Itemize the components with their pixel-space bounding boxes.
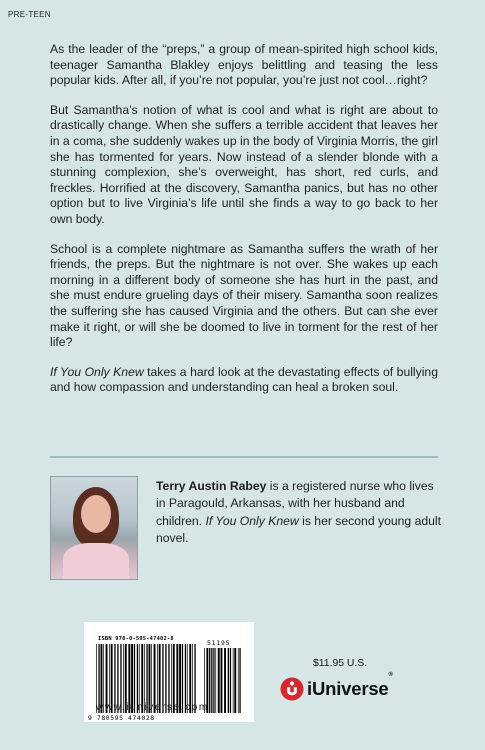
barcode-digits: 9 780595 474028 — [88, 714, 155, 722]
author-bio-text-2: is her second young adult novel. — [156, 513, 442, 546]
author-name: Terry Austin Rabey — [156, 479, 267, 493]
book-title: If You Only Knew — [50, 364, 144, 379]
blurb-paragraph-1: As the leader of the “preps,” a group of mean-spirited high school kids, teenager Samantha Blakley enjoys belittling and teasing the less popular kids. After all, if you’re not popular, you’re just not cool…right? — [50, 42, 438, 88]
publisher-logo — [280, 672, 393, 702]
author-bio — [156, 478, 446, 548]
blurb-paragraph-4 — [50, 365, 438, 396]
barcode-addon-digits: 51195 — [207, 639, 231, 647]
section-divider — [50, 456, 438, 458]
barcode-bar — [215, 648, 216, 713]
author-photo-shirt — [63, 543, 129, 580]
author-photo-face — [81, 495, 111, 533]
barcode-bar — [228, 648, 229, 713]
publisher-name — [307, 672, 393, 700]
barcode-bar — [239, 648, 240, 713]
blurb-paragraph-3: School is a complete nightmare as Samantha suffers the wrath of her friends, the preps. But the nightmare is not over. She wakes up each morning in a different body of someone she has hurt in the past, and she must endure grueling days of their misery. Samantha soon realizes the suffering she has caused Virginia and the others. But can she ever make it right, or will she be doomed to live in torment for the rest of her life? — [50, 241, 438, 350]
barcode-bar — [234, 648, 236, 713]
barcode-bar — [218, 648, 220, 713]
iuniverse-logo-icon — [280, 677, 304, 701]
barcode-bar — [230, 648, 231, 713]
barcode-bar — [221, 648, 223, 713]
barcode-bar — [238, 648, 239, 713]
publisher-website: www.iuniverse.com — [96, 702, 209, 713]
blurb-paragraph-2: But Samantha’s notion of what is cool and what is right are about to drastically change. When she suffers a terrible accident that leaves her in a coma, she suddenly wakes up in the body of Virginia Morris, the girl she has tormented for years. Now instead of a slender blonde with a stunning complexion, she’s overweight, has short, red curls, and freckles. Horrified at the discovery, Samantha panics, but has no other option but to live Virginia’s life until she finds a way to go back to her own body. — [50, 102, 438, 226]
barcode-bar — [211, 648, 212, 713]
barcode-bar — [233, 648, 234, 713]
trademark-symbol: ® — [388, 672, 393, 678]
author-bio-text-1: is a registered nurse who lives in Paragould, Arkansas, with her husband and children. — [156, 479, 434, 528]
isbn-label: ISBN 978-0-595-47402-8 — [98, 636, 174, 642]
barcode-bar — [213, 648, 214, 713]
author-book-title: If You Only Knew — [205, 513, 299, 528]
author-photo — [50, 476, 138, 580]
barcode-bar — [209, 648, 210, 713]
price-label: $11.95 U.S. — [313, 658, 368, 669]
publisher-name-text: iUniverse — [307, 678, 389, 699]
book-blurb — [50, 42, 438, 410]
category-label: PRE-TEEN — [8, 10, 51, 19]
barcode-bar — [224, 648, 226, 713]
blurb-paragraph-4-text: takes a hard look at the devastating effects of bullying and how compassion and understanding can heal a broken soul. — [50, 364, 438, 395]
